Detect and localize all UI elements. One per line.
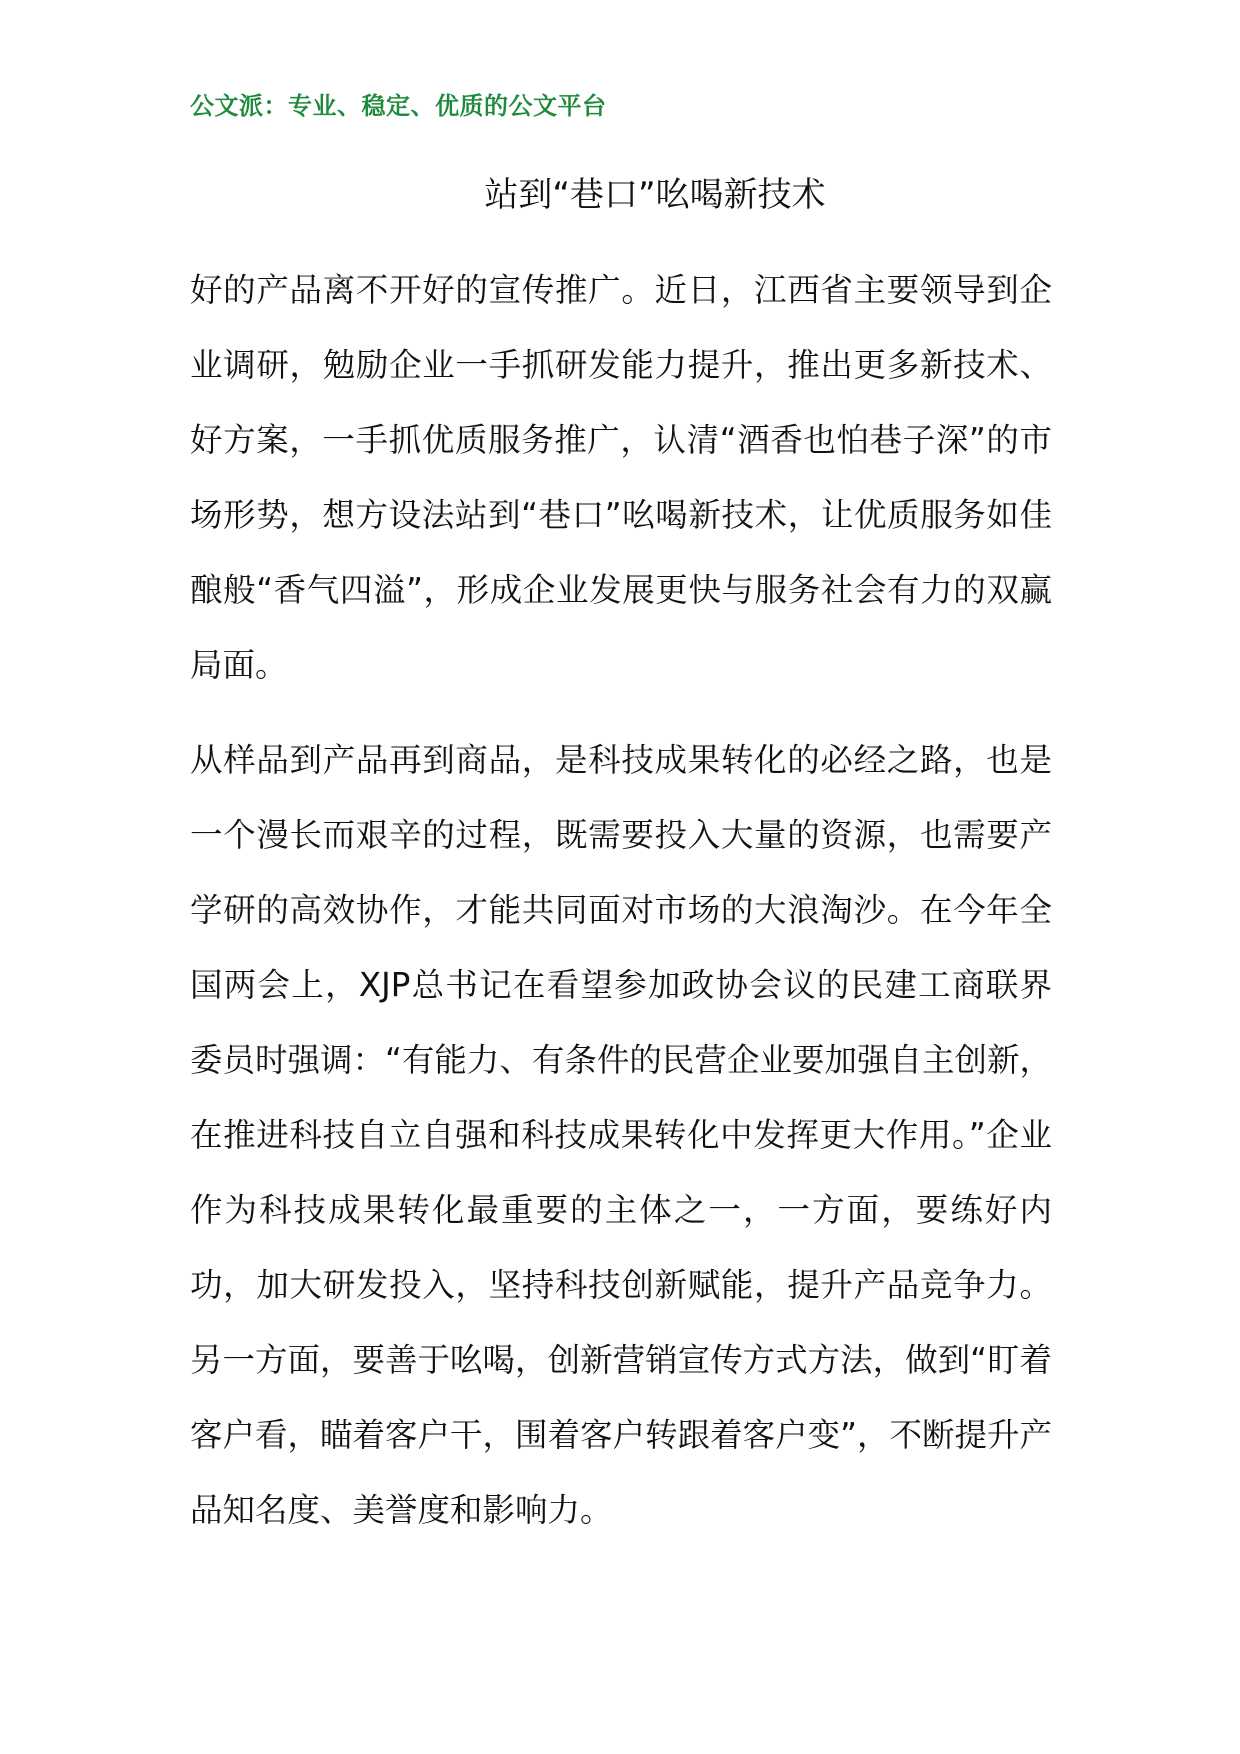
document-body	[190, 253, 1052, 1568]
paragraph-1: 好的产品离不开好的宣传推广。近日，江西省主要领导到企业调研，勉励企业一手抓研发能力提升，推出更多新技术、好方案，一手抓优质服务推广，认清“酒香也怕巷子深”的市场形势，想方设法站到“巷口”吆喝新技术，让优质服务如佳酿般“香气四溢”，形成企业发展更快与服务社会有力的双赢局面。	[190, 271, 1052, 684]
document-title: 站到“巷口”吆喝新技术	[484, 175, 826, 215]
paragraph-2: 从样品到产品再到商品，是科技成果转化的必经之路，也是一个漫长而艰辛的过程，既需要投入大量的资源，也需要产学研的高效协作，才能共同面对市场的大浪淘沙。在今年全国两会上，XJP总书记在看望参加政协会议的民建工商联界委员时强调：“有能力、有条件的民营企业要加强自主创新，在推进科技自立自强和科技成果转化中发挥更大作用。”企业作为科技成果转化最重要的主体之一，一方面，要练好内功，加大研发投入，坚持科技创新赋能，提升产品竞争力。另一方面，要善于吆喝，创新营销宣传方式方法，做到“盯着客户看，瞄着客户干，围着客户转跟着客户变”，不断提升产品知名度、美誉度和影响力。	[190, 741, 1052, 1529]
platform-header: 公文派：专业、稳定、优质的公文平台	[190, 92, 607, 120]
